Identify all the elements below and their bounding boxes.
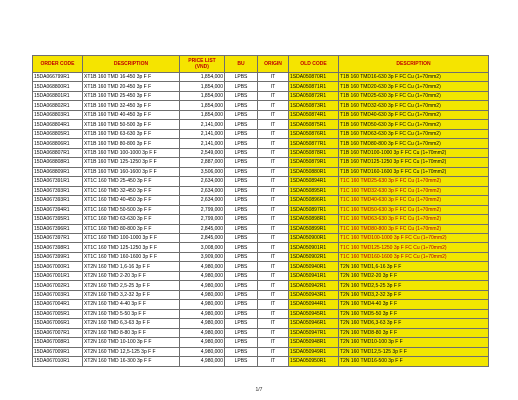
bu-cell: LPBS — [225, 91, 258, 100]
table-row — [33, 309, 489, 318]
old-code-cell: 1SDA050902R1 — [289, 252, 339, 261]
description-cell: XT2N 160 TMD 8-80 3p F F — [83, 328, 180, 337]
description-cell: XT2N 160 TMD 12,5-125 3p F F — [83, 347, 180, 356]
bu-cell: LPBS — [225, 148, 258, 157]
table-row — [33, 120, 489, 129]
header-old-description: DESCRIPTION — [339, 56, 489, 73]
old-code-cell: 1SDA050895R1 — [289, 186, 339, 195]
table-row — [33, 73, 489, 82]
bu-cell: LPBS — [225, 196, 258, 205]
old-description-cell: T1C 160 TMD125-1250 3p F FC Cu (1÷70mm2) — [339, 243, 489, 252]
order-code-cell: 15DA068808R1 — [33, 158, 83, 167]
old-code-cell: 1SDA050898R1 — [289, 215, 339, 224]
origin-cell: IT — [258, 281, 289, 290]
origin-cell: IT — [258, 129, 289, 138]
price-list-table — [32, 55, 489, 367]
description-cell: XT1B 160 TMD 32-450 3p F F — [83, 101, 180, 110]
description-cell: XT1B 160 TMD 100-1000 3p F F — [83, 148, 180, 157]
description-cell: XT1C 160 TMD 125-1250 3p F F — [83, 243, 180, 252]
origin-cell: IT — [258, 233, 289, 242]
table-row — [33, 347, 489, 356]
description-cell: XT2N 160 TMD 2,5-25 3p F F — [83, 281, 180, 290]
old-code-cell: 1SDA050947R1 — [289, 328, 339, 337]
price-cell: 4,980,000 — [180, 357, 225, 366]
old-description-cell: T2N 160 TMD12,5-125 3p F F — [339, 347, 489, 356]
price-cell: 4,980,000 — [180, 300, 225, 309]
old-code-cell: 1SDA050944R1 — [289, 300, 339, 309]
origin-cell: IT — [258, 271, 289, 280]
old-code-cell: 1SDA050900R1 — [289, 233, 339, 242]
price-cell: 2,634,000 — [180, 196, 225, 205]
order-code-cell: 15DA068802R1 — [33, 101, 83, 110]
table-row — [33, 243, 489, 252]
price-cell: 2,141,000 — [180, 139, 225, 148]
old-description-cell: T1B 160 TMD125-1250 3p F FC Cu (1÷70mm2) — [339, 158, 489, 167]
bu-cell: LPBS — [225, 357, 258, 366]
table-row — [33, 91, 489, 100]
table-row — [33, 148, 489, 157]
description-cell: XT1B 160 TMD 40-450 3p F F — [83, 110, 180, 119]
bu-cell: LPBS — [225, 281, 258, 290]
origin-cell: IT — [258, 309, 289, 318]
price-cell: 3,506,000 — [180, 167, 225, 176]
bu-cell: LPBS — [225, 73, 258, 82]
origin-cell: IT — [258, 300, 289, 309]
header-old-code: OLD CODE — [289, 56, 339, 73]
origin-cell: IT — [258, 73, 289, 82]
description-cell: XT2N 160 TMD 1,6-16 3p F F — [83, 262, 180, 271]
old-code-cell: 1SDA050943R1 — [289, 290, 339, 299]
old-description-cell: T2N 160 TMD10-100 3p F F — [339, 338, 489, 347]
bu-cell: LPBS — [225, 290, 258, 299]
table-row — [33, 196, 489, 205]
bu-cell: LPBS — [225, 309, 258, 318]
old-description-cell: T1B 160 TMD160-1600 3p F FC Cu (1÷70mm2) — [339, 167, 489, 176]
old-description-cell: T1B 160 TMD80-800 3p F FC Cu (1÷70mm2) — [339, 139, 489, 148]
price-cell: 2,141,000 — [180, 129, 225, 138]
description-cell: XT1C 160 TMD 63-630 3p F F — [83, 215, 180, 224]
old-description-cell: T2N 160 TMD3,2-32 3p F F — [339, 290, 489, 299]
bu-cell: LPBS — [225, 319, 258, 328]
price-cell: 3,008,000 — [180, 243, 225, 252]
description-cell: XT1C 160 TMD 50-500 3p F F — [83, 205, 180, 214]
table-row — [33, 357, 489, 366]
origin-cell: IT — [258, 167, 289, 176]
table-row — [33, 177, 489, 186]
origin-cell: IT — [258, 224, 289, 233]
old-description-cell: T1B 160 TMD25-630 3p F FC Cu (1÷70mm2) — [339, 91, 489, 100]
description-cell: XT2N 160 TMD 5-50 3p F F — [83, 309, 180, 318]
header-price-list: PRICE LIST (VND) — [180, 56, 225, 73]
header-order-code: ORDER CODE — [33, 56, 83, 73]
order-code-cell: 15DA067007R1 — [33, 328, 83, 337]
old-code-cell: 1SDA050870R1 — [289, 73, 339, 82]
header-row — [33, 56, 489, 73]
origin-cell: IT — [258, 196, 289, 205]
price-cell: 2,845,000 — [180, 233, 225, 242]
description-cell: XT1C 160 TMD 32-450 3p F F — [83, 186, 180, 195]
bu-cell: LPBS — [225, 271, 258, 280]
order-code-cell: 15DA067398R1 — [33, 243, 83, 252]
description-cell: XT1B 160 TMD 20-450 3p F F — [83, 82, 180, 91]
description-cell: XT2N 160 TMD 10-100 3p F F — [83, 338, 180, 347]
old-description-cell: T1B 160 TMD100-1000 3p F FC Cu (1÷70mm2) — [339, 148, 489, 157]
old-description-cell: T1C 160 TMD100-1000 3p F FC Cu (1÷70mm2) — [339, 233, 489, 242]
table-row — [33, 110, 489, 119]
table-row — [33, 319, 489, 328]
order-code-cell: 15DA067397R1 — [33, 233, 83, 242]
origin-cell: IT — [258, 177, 289, 186]
price-cell: 4,980,000 — [180, 262, 225, 271]
description-cell: XT2N 160 TMD 16-300 3p F F — [83, 357, 180, 366]
table-row — [33, 224, 489, 233]
page-number: 1/7 — [255, 387, 263, 393]
old-description-cell: T1C 160 TMD80-800 3p F FC Cu (1÷70mm2) — [339, 224, 489, 233]
order-code-cell: 15DA067008R1 — [33, 338, 83, 347]
origin-cell: IT — [258, 328, 289, 337]
table-row — [33, 338, 489, 347]
table-body — [33, 73, 489, 367]
table-row — [33, 328, 489, 337]
price-cell: 2,634,000 — [180, 186, 225, 195]
price-cell: 4,980,000 — [180, 347, 225, 356]
order-code-cell: 15DA068809R1 — [33, 167, 83, 176]
table-row — [33, 290, 489, 299]
old-description-cell: T2N 160 TMD16-500 3p F F — [339, 357, 489, 366]
description-cell: XT1C 160 TMD 160-1600 3p F F — [83, 252, 180, 261]
bu-cell: LPBS — [225, 243, 258, 252]
bu-cell: LPBS — [225, 101, 258, 110]
origin-cell: IT — [258, 148, 289, 157]
origin-cell: IT — [258, 338, 289, 347]
description-cell: XT1B 160 TMD 80-800 3p F F — [83, 139, 180, 148]
bu-cell: LPBS — [225, 167, 258, 176]
old-code-cell: 1SDA050948R1 — [289, 338, 339, 347]
old-description-cell: T1C 160 TMD63-630 3p F FC Cu (1÷70mm2) — [339, 215, 489, 224]
bu-cell: LPBS — [225, 262, 258, 271]
price-cell: 2,799,000 — [180, 205, 225, 214]
old-code-cell: 1SDA050877R1 — [289, 139, 339, 148]
table-row — [33, 167, 489, 176]
old-description-cell: T1B 160 TMD32-630 3p F FC Cu (1÷70mm2) — [339, 101, 489, 110]
origin-cell: IT — [258, 262, 289, 271]
old-code-cell: 1SDA050945R1 — [289, 309, 339, 318]
order-code-cell: 15DA068801R1 — [33, 91, 83, 100]
description-cell: XT1B 160 TMD 25-450 3p F F — [83, 91, 180, 100]
bu-cell: LPBS — [225, 139, 258, 148]
header-origin: ORIGIN — [258, 56, 289, 73]
bu-cell: LPBS — [225, 215, 258, 224]
old-code-cell: 1SDA050875R1 — [289, 120, 339, 129]
origin-cell: IT — [258, 186, 289, 195]
old-description-cell: T2N 160 TMD4-40 3p F F — [339, 300, 489, 309]
description-cell: XT2N 160 TMD 4-40 3p F F — [83, 300, 180, 309]
price-cell: 4,980,000 — [180, 319, 225, 328]
old-description-cell: T1C 160 TMD40-630 3p F FC Cu (1÷70mm2) — [339, 196, 489, 205]
price-cell: 2,549,000 — [180, 148, 225, 157]
price-cell: 2,845,000 — [180, 224, 225, 233]
bu-cell: LPBS — [225, 129, 258, 138]
old-code-cell: 1SDA050872R1 — [289, 91, 339, 100]
description-cell: XT1C 160 TMD 100-1000 3p F F — [83, 233, 180, 242]
old-code-cell: 1SDA050880R1 — [289, 167, 339, 176]
old-description-cell: T1C 160 TMD32-630 3p F FC Cu (1÷70mm2) — [339, 186, 489, 195]
order-code-cell: 15DA068803R1 — [33, 110, 83, 119]
origin-cell: IT — [258, 158, 289, 167]
origin-cell: IT — [258, 252, 289, 261]
order-code-cell: 15DA068800R1 — [33, 82, 83, 91]
origin-cell: IT — [258, 347, 289, 356]
bu-cell: LPBS — [225, 252, 258, 261]
old-code-cell: 1SDA050901R1 — [289, 243, 339, 252]
description-cell: XT1C 160 TMD 25-450 3p F F — [83, 177, 180, 186]
header-description: DESCRIPTION — [83, 56, 180, 73]
header-bu: BU — [225, 56, 258, 73]
order-code-cell: 15DA067010R1 — [33, 357, 83, 366]
origin-cell: IT — [258, 120, 289, 129]
table-row — [33, 233, 489, 242]
order-code-cell: 15DA068804R1 — [33, 120, 83, 129]
bu-cell: LPBS — [225, 347, 258, 356]
order-code-cell: 15DA067395R1 — [33, 215, 83, 224]
old-code-cell: 1SDA050873R1 — [289, 101, 339, 110]
description-cell: XT1C 160 TMD 80-800 3p F F — [83, 224, 180, 233]
price-cell: 4,980,000 — [180, 271, 225, 280]
old-description-cell: T2N 160 TMD5-50 3p F F — [339, 309, 489, 318]
bu-cell: LPBS — [225, 205, 258, 214]
old-description-cell: T1C 160 TMD25-630 3p F FC Cu (1÷70mm2) — [339, 177, 489, 186]
order-code-cell: 15DA067001R1 — [33, 271, 83, 280]
old-description-cell: T2N 160 TMD2,5-25 3p F F — [339, 281, 489, 290]
order-code-cell: 15DA067394R1 — [33, 205, 83, 214]
order-code-cell: 15DA067005R1 — [33, 309, 83, 318]
order-code-cell: 15DA067002R1 — [33, 281, 83, 290]
order-code-cell: 15DA067399R1 — [33, 252, 83, 261]
price-cell: 3,909,000 — [180, 252, 225, 261]
old-code-cell: 1SDA050879R1 — [289, 158, 339, 167]
old-code-cell: 1SDA050941R1 — [289, 271, 339, 280]
origin-cell: IT — [258, 290, 289, 299]
old-description-cell: T2N 160 TMD1,6-16 3p F F — [339, 262, 489, 271]
bu-cell: LPBS — [225, 158, 258, 167]
old-code-cell: 1SDA050894R1 — [289, 177, 339, 186]
old-code-cell: 1SDA050896R1 — [289, 196, 339, 205]
table-row — [33, 129, 489, 138]
price-cell: 4,980,000 — [180, 328, 225, 337]
order-code-cell: 15DA067006R1 — [33, 319, 83, 328]
table-row — [33, 158, 489, 167]
bu-cell: LPBS — [225, 110, 258, 119]
old-code-cell: 1SDA050878R1 — [289, 148, 339, 157]
bu-cell: LPBS — [225, 233, 258, 242]
old-description-cell: T2N 160 TMD6,3-63 3p F F — [339, 319, 489, 328]
old-description-cell: T1C 160 TMD160-1600 3p F FC Cu (1÷70mm2) — [339, 252, 489, 261]
old-code-cell: 1SDA050950R1 — [289, 357, 339, 366]
table-row — [33, 252, 489, 261]
order-code-cell: 15DA067003R1 — [33, 290, 83, 299]
old-code-cell: 1SDA050942R1 — [289, 281, 339, 290]
price-cell: 4,980,000 — [180, 281, 225, 290]
bu-cell: LPBS — [225, 177, 258, 186]
description-cell: XT2N 160 TMD 3,2-32 3p F F — [83, 290, 180, 299]
old-description-cell: T1B 160 TMD63-630 3p F FC Cu (1÷70mm2) — [339, 129, 489, 138]
description-cell: XT1B 160 TMD 160-1600 3p F F — [83, 167, 180, 176]
price-cell: 1,854,000 — [180, 110, 225, 119]
bu-cell: LPBS — [225, 120, 258, 129]
order-code-cell: 15DA067009R1 — [33, 347, 83, 356]
order-code-cell: 15DA066799R1 — [33, 73, 83, 82]
old-description-cell: T1C 160 TMD50-630 3p F FC Cu (1÷70mm2) — [339, 205, 489, 214]
order-code-cell: 15DA068805R1 — [33, 129, 83, 138]
price-cell: 4,980,000 — [180, 338, 225, 347]
origin-cell: IT — [258, 357, 289, 366]
description-cell: XT2N 160 TMD 2-20 3p F F — [83, 271, 180, 280]
bu-cell: LPBS — [225, 186, 258, 195]
origin-cell: IT — [258, 215, 289, 224]
old-code-cell: 1SDA050946R1 — [289, 319, 339, 328]
description-cell: XT1B 160 TMD 63-630 3p F F — [83, 129, 180, 138]
table-row — [33, 271, 489, 280]
old-description-cell: T2N 160 TMD2-20 3p F F — [339, 271, 489, 280]
table-row — [33, 205, 489, 214]
price-cell: 1,854,000 — [180, 91, 225, 100]
order-code-cell: 15DA067393R1 — [33, 186, 83, 195]
old-code-cell: 1SDA050876R1 — [289, 129, 339, 138]
old-code-cell: 1SDA050897R1 — [289, 205, 339, 214]
table-row — [33, 281, 489, 290]
description-cell: XT1B 160 TMD 50-500 3p F F — [83, 120, 180, 129]
origin-cell: IT — [258, 82, 289, 91]
old-description-cell: T1B 160 TMD50-630 3p F FC Cu (1÷70mm2) — [339, 120, 489, 129]
bu-cell: LPBS — [225, 300, 258, 309]
price-cell: 2,887,000 — [180, 158, 225, 167]
table-row — [33, 82, 489, 91]
bu-cell: LPBS — [225, 338, 258, 347]
old-code-cell: 1SDA050949R1 — [289, 347, 339, 356]
table-row — [33, 186, 489, 195]
table-row — [33, 139, 489, 148]
order-code-cell: 15DA067396R1 — [33, 224, 83, 233]
table-row — [33, 101, 489, 110]
order-code-cell: 15DA067004R1 — [33, 300, 83, 309]
old-code-cell: 1SDA050940R1 — [289, 262, 339, 271]
bu-cell: LPBS — [225, 224, 258, 233]
origin-cell: IT — [258, 110, 289, 119]
origin-cell: IT — [258, 205, 289, 214]
order-code-cell: 15DA067391R1 — [33, 177, 83, 186]
table-row — [33, 300, 489, 309]
price-cell: 4,980,000 — [180, 290, 225, 299]
price-cell: 1,854,000 — [180, 101, 225, 110]
description-cell: XT1B 160 TMD 125-1250 3p F F — [83, 158, 180, 167]
origin-cell: IT — [258, 139, 289, 148]
old-code-cell: 1SDA050899R1 — [289, 224, 339, 233]
old-description-cell: T1B 160 TMD16-630 3p F FC Cu (1÷70mm2) — [339, 73, 489, 82]
price-cell: 2,141,000 — [180, 120, 225, 129]
order-code-cell: 15DA068806R1 — [33, 139, 83, 148]
order-code-cell: 15DA067000R1 — [33, 262, 83, 271]
description-cell: XT1B 160 TMD 16-450 3p F F — [83, 73, 180, 82]
table-row — [33, 215, 489, 224]
old-code-cell: 1SDA050871R1 — [289, 82, 339, 91]
bu-cell: LPBS — [225, 328, 258, 337]
origin-cell: IT — [258, 91, 289, 100]
origin-cell: IT — [258, 101, 289, 110]
origin-cell: IT — [258, 243, 289, 252]
price-cell: 4,980,000 — [180, 309, 225, 318]
price-cell: 1,854,000 — [180, 82, 225, 91]
price-cell: 2,799,000 — [180, 215, 225, 224]
old-description-cell: T2N 160 TMD8-80 3p F F — [339, 328, 489, 337]
old-code-cell: 1SDA050874R1 — [289, 110, 339, 119]
old-description-cell: T1B 160 TMD40-630 3p F FC Cu (1÷70mm2) — [339, 110, 489, 119]
description-cell: XT2N 160 TMD 6,3-63 3p F F — [83, 319, 180, 328]
order-code-cell: 15DA068807R1 — [33, 148, 83, 157]
table-row — [33, 262, 489, 271]
bu-cell: LPBS — [225, 82, 258, 91]
price-cell: 2,634,000 — [180, 177, 225, 186]
price-cell: 1,854,000 — [180, 73, 225, 82]
old-description-cell: T1B 160 TMD20-630 3p F FC Cu (1÷70mm2) — [339, 82, 489, 91]
description-cell: XT1C 160 TMD 40-450 3p F F — [83, 196, 180, 205]
order-code-cell: 15DA067393R1 — [33, 196, 83, 205]
origin-cell: IT — [258, 319, 289, 328]
